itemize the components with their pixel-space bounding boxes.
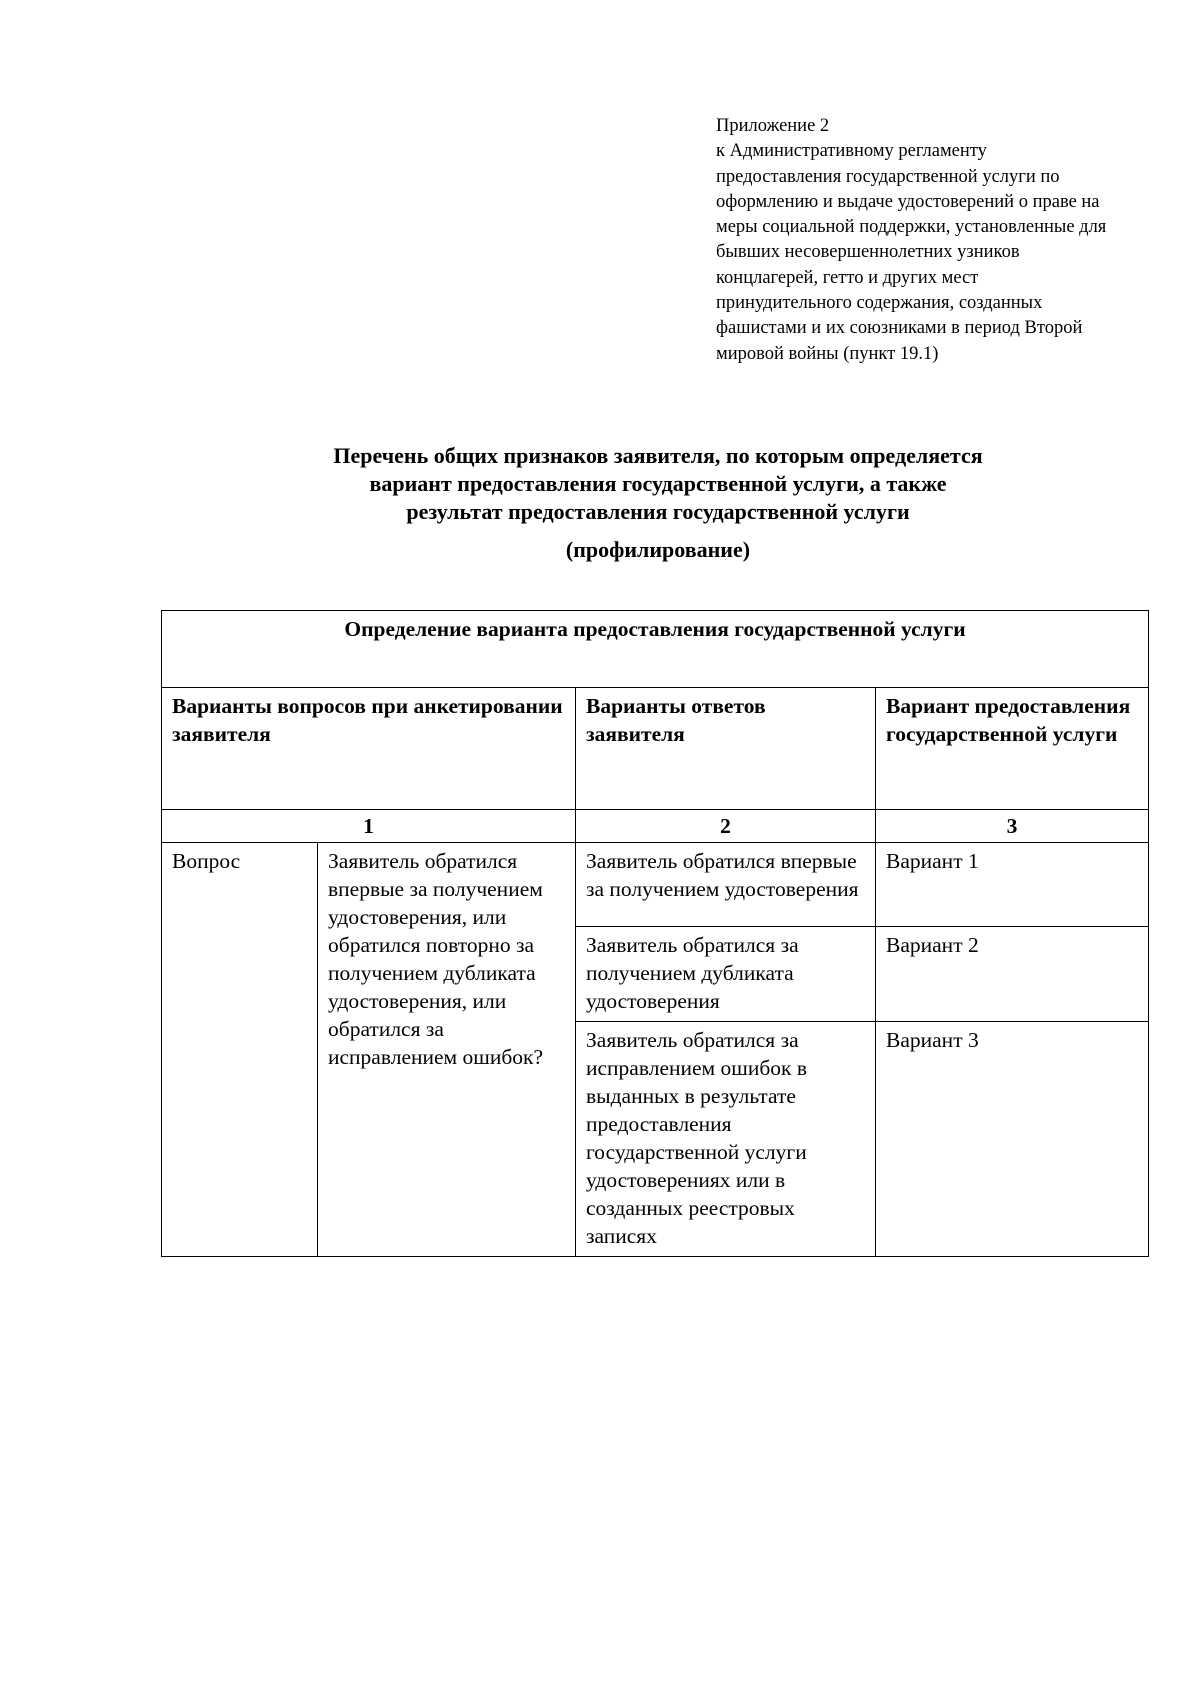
appendix-line: принудительного содержания, созданных (716, 293, 1043, 314)
appendix-line: к Административному регламенту (716, 141, 987, 162)
column-number: 3 (876, 810, 1149, 843)
appendix-line: оформлению и выдаче удостоверений о праве на (716, 191, 1100, 212)
appendix-line: предоставления государственной услуги по (716, 166, 1060, 187)
variant-cell: Вариант 2 (876, 927, 1149, 1022)
title-line: вариант предоставления государственной услуги, а также (369, 471, 947, 496)
answer-cell: Заявитель обратился впервые за получением удостоверения (576, 843, 876, 927)
column-number: 1 (162, 810, 576, 843)
column-header-questions: Варианты вопросов при анкетировании заявителя (162, 688, 576, 810)
column-header-variant: Вариант предоставления государственной услуги (876, 688, 1149, 810)
appendix-line: Приложение 2 (716, 116, 830, 136)
title-line: результат предоставления государственной услуги (406, 499, 910, 524)
appendix-block (716, 114, 1156, 367)
appendix-line: концлагерей, гетто и других мест (716, 267, 979, 288)
column-header-answers: Варианты ответов заявителя (576, 688, 876, 810)
answer-cell: Заявитель обратился за исправлением ошибок в выданных в результате предоставления государственной услуги удостоверениях или в созданных реестровых записях (576, 1022, 876, 1257)
appendix-line: фашистами и их союзниками в период Второй (716, 318, 1083, 339)
variant-cell: Вариант 1 (876, 843, 1149, 927)
column-number: 2 (576, 810, 876, 843)
question-text: Заявитель обратился впервые за получением удостоверения, или обратился повторно за получением дубликата удостоверения, или обратился за исправлением ошибок? (318, 843, 576, 1257)
table-row (162, 843, 1149, 927)
variant-cell: Вариант 3 (876, 1022, 1149, 1257)
profiling-table (161, 610, 1149, 1257)
document-title (150, 442, 1166, 526)
document-subtitle: (профилирование) (565, 537, 751, 562)
answer-cell: Заявитель обратился за получением дубликата удостоверения (576, 927, 876, 1022)
appendix-line: бывших несовершеннолетних узников (716, 242, 1020, 263)
question-label: Вопрос (162, 843, 318, 1257)
appendix-line: меры социальной поддержки, установленные для (716, 217, 1107, 238)
title-line: Перечень общих признаков заявителя, по которым определяется (333, 443, 983, 468)
appendix-line: мировой войны (пункт 19.1) (716, 343, 939, 364)
table-header: Определение варианта предоставления государственной услуги (162, 611, 1149, 688)
